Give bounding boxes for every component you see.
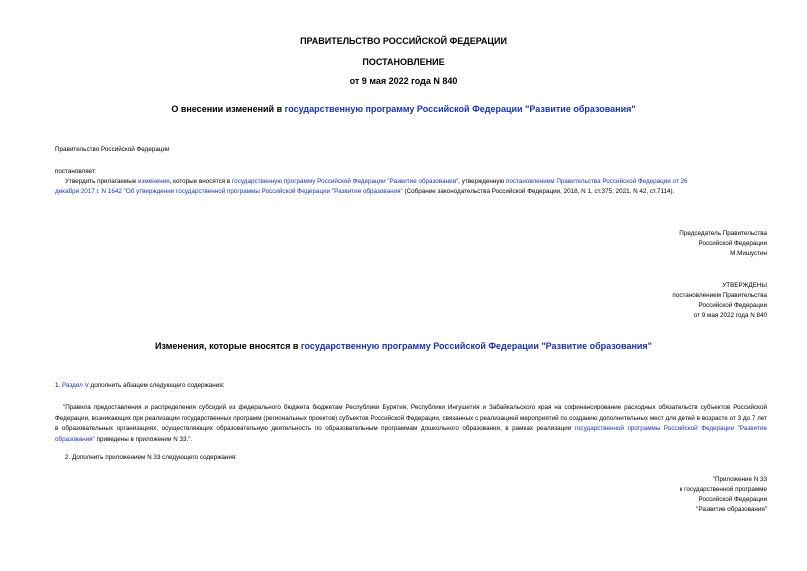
changes-title-prefix: Изменения, которые вносятся в (155, 341, 301, 351)
preamble-decrees: постановляет: (55, 168, 97, 175)
signature-title: Председатель Правительства (679, 230, 767, 237)
item-2: 2. Дополнить приложением N 33 следующего содержания: (65, 454, 238, 461)
appendix-to: к государственной программе (679, 486, 767, 493)
doc-date-number: от 9 мая 2022 года N 840 (349, 76, 458, 86)
preamble-text-1: Утвердить прилагаемые (65, 178, 138, 185)
appendix-program: "Развитие образования" (696, 506, 767, 513)
changes-title (0, 341, 807, 351)
signature-org: Российской Федерации (698, 240, 767, 247)
decree-link[interactable]: постановлением Правительства Российской Федерации от 26 (506, 178, 688, 185)
item-1-number: 1. (55, 382, 63, 389)
section-v-link[interactable]: Раздел V (62, 382, 89, 389)
quote-text: "Правила предоставления и распределения субсидий из федерального бюджета бюджетам Республики Бурятия, Республики Ингушетия и Забайкальского края на софинансирование расходных обязательств субъектов Российской Федерации, возникающих при реализации государственных программ (региональных проектов) субъектов Российской Федерации, связанных с реализацией мероприятий по созданию дополнительных мест для детей в возрасте от 3 до 7 лет в образовательных организациях, осуществляющих образовательную деятельность по образовательным программам дошкольного образования, в рамках реализации (55, 404, 767, 432)
preamble-text-2: , которые вносятся в (169, 178, 233, 185)
approved-org: Российской Федерации (698, 302, 767, 309)
changes-link[interactable]: изменения (138, 178, 170, 185)
doc-title (0, 104, 807, 114)
item-1-text: дополнить абзацем следующего содержания: (88, 382, 225, 389)
item-1 (55, 381, 224, 391)
preamble-text-3: , утвержденную (458, 178, 507, 185)
government-heading: ПРАВИТЕЛЬСТВО РОССИЙСКОЙ ФЕДЕРАЦИИ (300, 36, 507, 46)
program-link-2[interactable]: государственную программу Российской Федерации "Развитие образования" (232, 178, 459, 185)
signature-name: М.Мишустин (730, 250, 767, 257)
preamble-source: (Собрание законодательства Российской Федерации, 2018, N 1, ст.375; 2021, N 42, ст.7114). (402, 188, 675, 195)
preamble-government: Правительство Российской Федерации (55, 146, 170, 153)
approved-label: УТВЕРЖДЕНЫ (722, 282, 767, 289)
doc-type-heading: ПОСТАНОВЛЕНИЕ (362, 57, 445, 67)
preamble-line-1 (65, 177, 688, 187)
approved-date: от 9 мая 2022 года N 840 (693, 312, 767, 319)
preamble-line-2 (55, 187, 674, 197)
quote-end: приведены в приложении N 33.". (94, 435, 193, 443)
appendix-org: Российской Федерации (698, 496, 767, 503)
approved-by: постановлением Правительства (672, 292, 767, 299)
quoted-paragraph (55, 403, 767, 445)
changes-program-link[interactable]: государственную программу Российской Федерации "Развитие образования" (300, 341, 652, 351)
program-link[interactable]: государственную программу Российской Федерации "Развитие образования" (284, 104, 636, 114)
decree-link-cont[interactable]: декабря 2017 г. N 1642 "Об утверждении государственной программы Российской Федерации "Развитие образования" (55, 188, 403, 195)
appendix-label: "Приложение N 33 (712, 476, 767, 483)
quote-program-link[interactable]: государственной программы Российской Федерации "Развитие образования" (55, 425, 767, 443)
doc-title-prefix: О внесении изменений в (171, 104, 285, 114)
